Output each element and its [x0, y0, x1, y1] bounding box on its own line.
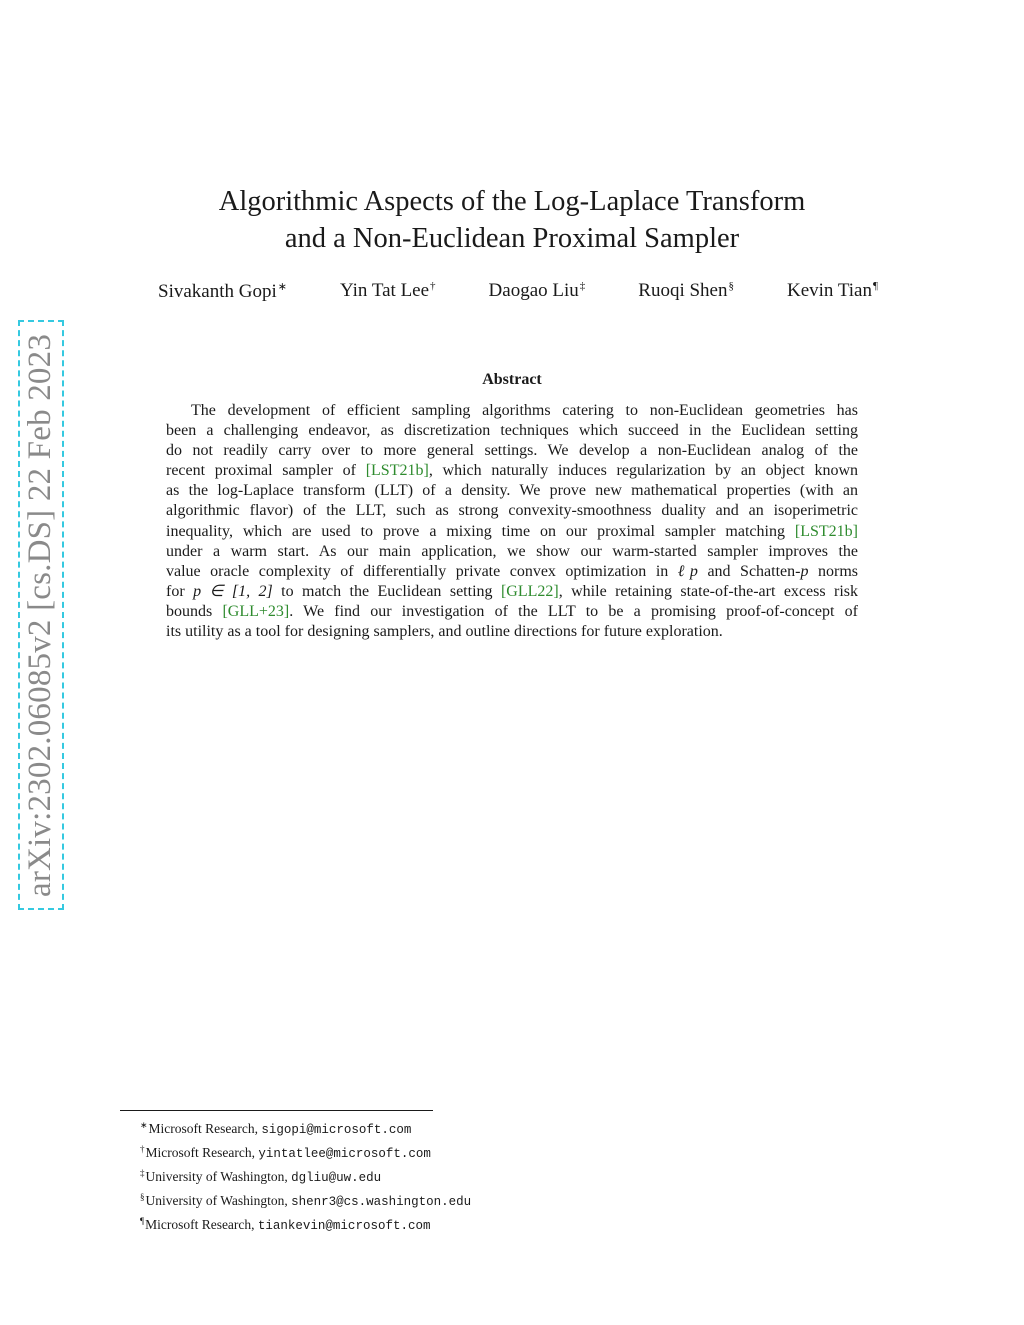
author-footnote-mark: ¶: [872, 280, 878, 292]
math-p: p: [800, 562, 809, 580]
email-link[interactable]: sigopi@microsoft.com: [261, 1123, 412, 1137]
abstract-text: , which naturally induces regularization by an object known: [428, 462, 858, 480]
footnotes: [140, 1116, 471, 1236]
footnote-affiliation: University of Washington,: [145, 1169, 292, 1184]
abstract-line: [166, 461, 858, 481]
email-link[interactable]: shenr3@cs.washington.edu: [291, 1195, 472, 1209]
author: [489, 280, 586, 303]
author: [158, 280, 287, 303]
abstract-text: value oracle complexity of differentially private convex optimization in: [166, 562, 678, 580]
footnote: [140, 1116, 471, 1140]
author-footnote-mark: †: [430, 280, 436, 292]
abstract-text: and Schatten-: [697, 562, 801, 580]
author-footnote-mark: §: [728, 280, 734, 292]
abstract-body: [166, 401, 858, 642]
email-link[interactable]: dgliu@uw.edu: [291, 1171, 382, 1185]
author-name: Yin Tat Lee: [339, 280, 430, 301]
footnote-affiliation: Microsoft Research,: [145, 1145, 259, 1160]
abstract-text: to match the Euclidean setting: [272, 582, 501, 600]
author-name: Kevin Tian: [786, 280, 872, 301]
author-list: [158, 280, 878, 303]
footnote: [140, 1164, 471, 1188]
footnote-mark: ‡: [140, 1168, 145, 1178]
abstract-line: as the log-Laplace transform (LLT) of a density. We prove new mathematical properties (with an: [166, 482, 858, 500]
footnote-mark: §: [140, 1192, 145, 1202]
arxiv-stamp: [18, 320, 64, 910]
author: [340, 280, 436, 303]
abstract-line: [166, 602, 858, 622]
abstract-line: The development of efficient sampling algorithms catering to non-Euclidean geometries has: [191, 402, 858, 419]
abstract-text: norms: [808, 562, 858, 580]
email-link[interactable]: yintatlee@microsoft.com: [258, 1147, 431, 1161]
abstract-text: , while retaining state-of-the-art excess risk: [558, 582, 858, 600]
abstract-line: do not readily carry over to more general settings. We develop a non-Euclidean analog of the: [166, 442, 858, 460]
abstract-line: under a warm start. As our main application, we show our warm-started sampler improves the: [166, 542, 858, 560]
abstract-line: algorithmic flavor) of the LLT, such as strong convexity-smoothness duality and an isoperimetric: [166, 502, 858, 520]
title-line-2: and a Non-Euclidean Proximal Sampler: [284, 223, 740, 254]
math-p-range: p ∈ [1, 2]: [193, 582, 273, 600]
author-footnote-mark: ‡: [579, 280, 586, 292]
math-lp: ℓp: [677, 562, 698, 580]
citation-link[interactable]: [GLL+23]: [222, 602, 290, 620]
abstract-line: [166, 562, 858, 582]
footnote-mark: †: [140, 1144, 145, 1154]
abstract-text: . We find our investigation of the LLT to be a promising proof-of-concept of: [289, 602, 858, 620]
paper-title: [0, 183, 1024, 257]
abstract-heading: Abstract: [482, 371, 542, 388]
abstract-line: [166, 582, 858, 602]
footnote: [140, 1140, 471, 1164]
footnote-affiliation: Microsoft Research,: [148, 1121, 262, 1136]
abstract-line: [166, 522, 858, 542]
footnote-mark: ¶: [140, 1216, 145, 1226]
author-name: Ruoqi Shen: [638, 280, 728, 301]
abstract-text: recent proximal sampler of: [166, 462, 366, 480]
author-footnote-mark: ∗: [277, 281, 287, 293]
abstract-line: its utility as a tool for designing samplers, and outline directions for future exploration.: [166, 623, 723, 641]
footnote-affiliation: Microsoft Research,: [145, 1217, 258, 1232]
citation-link[interactable]: [GLL22]: [500, 582, 559, 600]
abstract-text: inequality, which are used to prove a mixing time on our proximal sampler matching: [166, 522, 795, 540]
email-link[interactable]: tiankevin@microsoft.com: [257, 1219, 431, 1233]
author-name: Sivakanth Gopi: [158, 281, 277, 302]
footnote: [140, 1188, 471, 1212]
footnote-affiliation: University of Washington,: [145, 1193, 292, 1208]
abstract-text: bounds: [166, 602, 223, 620]
footnote-divider: [120, 1110, 433, 1111]
footnote-mark: ∗: [140, 1120, 148, 1130]
author-name: Daogao Liu: [488, 280, 579, 301]
footnote: [140, 1212, 471, 1236]
author: [638, 280, 734, 303]
citation-link[interactable]: [LST21b]: [794, 522, 858, 540]
citation-link[interactable]: [LST21b]: [365, 462, 429, 480]
abstract-line: been a challenging endeavor, as discretization techniques which succeed in the Euclidean setting: [166, 422, 858, 440]
arxiv-identifier: arXiv:2302.06085v2 [cs.DS] 22 Feb 2023: [22, 333, 59, 897]
abstract-text: for: [166, 582, 194, 600]
title-line-1: Algorithmic Aspects of the Log-Laplace Transform: [218, 186, 806, 217]
author: [787, 280, 878, 303]
